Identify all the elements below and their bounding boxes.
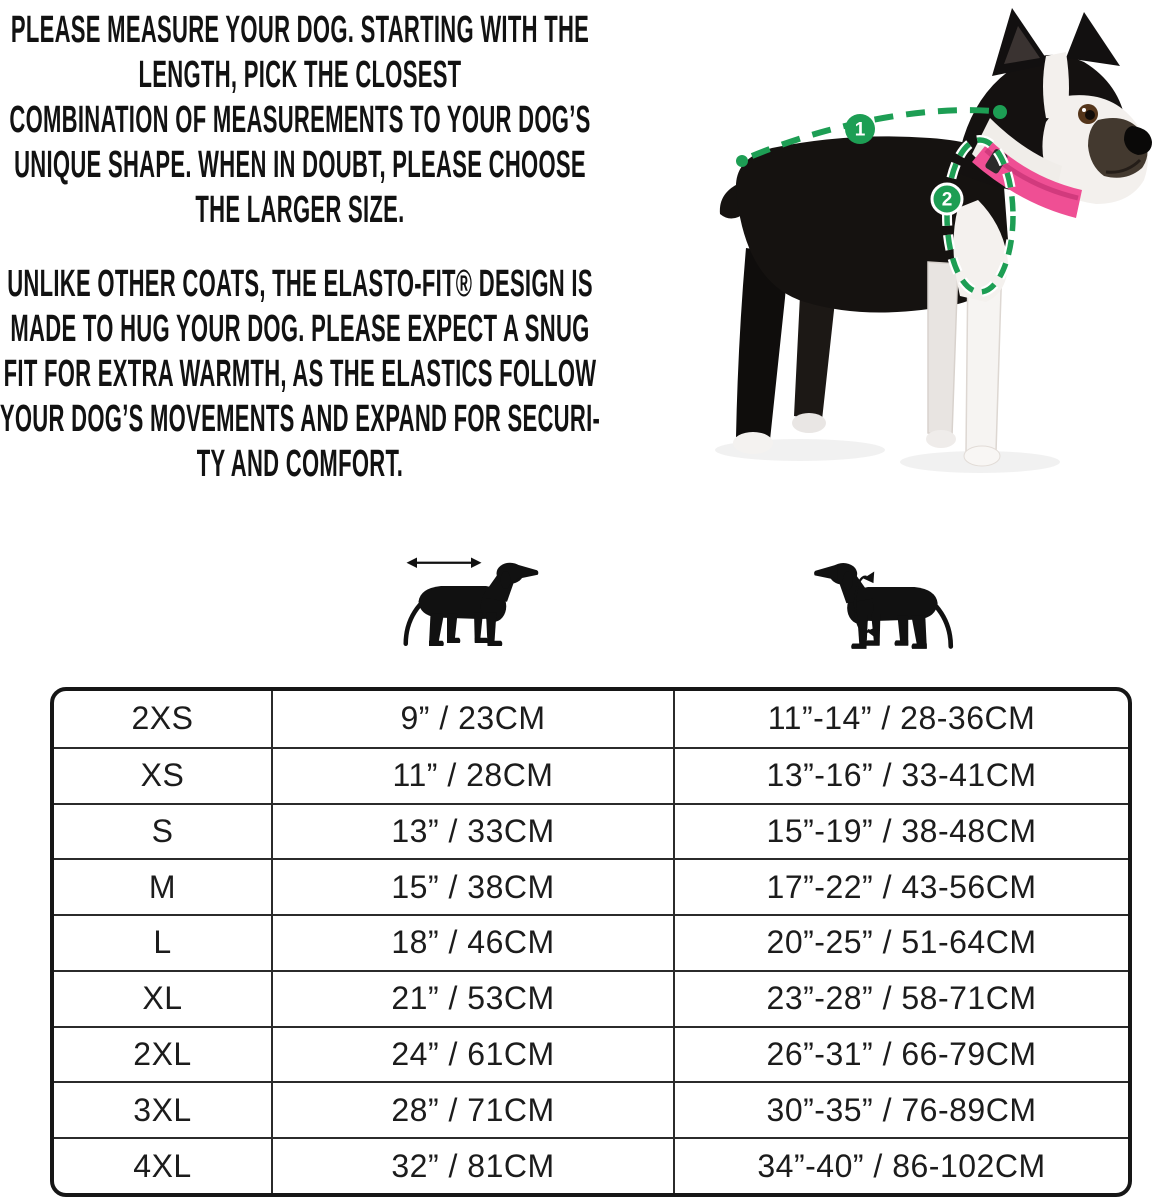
size-cell: 2XL	[54, 1026, 271, 1082]
girth-cell: 17”-22” / 43-56CM	[673, 858, 1128, 914]
girth-column-icon	[806, 546, 961, 662]
length-arrow-icon	[407, 558, 482, 569]
length-cell: 9” / 23CM	[271, 691, 673, 747]
girth-cell: 11”-14” / 28-36CM	[673, 691, 1128, 747]
dog-paw	[792, 413, 826, 433]
line-end-dot	[993, 105, 1007, 119]
length-cell: 28” / 71CM	[271, 1081, 673, 1137]
instruction-line: TY AND COMFORT.	[196, 443, 404, 485]
boston-terrier	[720, 8, 1152, 466]
length-cell: 21” / 53CM	[271, 970, 673, 1026]
size-cell: L	[54, 914, 271, 970]
instruction-line: FIT FOR EXTRA WARMTH, AS THE ELASTICS FOLLOW	[3, 353, 597, 395]
girth-cell: 30”-35” / 76-89CM	[673, 1081, 1128, 1137]
instruction-line: THE LARGER SIZE.	[195, 189, 405, 231]
length-cell: 15” / 38CM	[271, 858, 673, 914]
size-cell: 4XL	[54, 1137, 271, 1193]
girth-cell: 26”-31” / 66-79CM	[673, 1026, 1128, 1082]
instruction-line: UNIQUE SHAPE. WHEN IN DOUBT, PLEASE CHOOSE	[14, 144, 586, 186]
measured-dog-photo	[690, 0, 1156, 480]
dog-pupil	[1085, 110, 1095, 120]
size-chart-table	[50, 687, 1132, 1197]
dog-paw	[733, 432, 773, 454]
instruction-line: YOUR DOG’S MOVEMENTS AND EXPAND FOR SECURI-	[0, 398, 601, 440]
dog-paw	[964, 446, 1000, 466]
instruction-line: LENGTH, PICK THE CLOSEST	[138, 54, 462, 96]
length-cell: 32” / 81CM	[271, 1137, 673, 1193]
dog-blaze	[1043, 52, 1069, 120]
length-cell: 13” / 33CM	[271, 803, 673, 859]
dog-front-leg	[928, 262, 958, 436]
instruction-line: PLEASE MEASURE YOUR DOG. STARTING WITH THE	[10, 9, 590, 51]
instruction-line: UNLIKE OTHER COATS, THE ELASTO-FIT® DESIGN IS	[7, 263, 593, 305]
girth-cell: 20”-25” / 51-64CM	[673, 914, 1128, 970]
size-cell: S	[54, 803, 271, 859]
eye-glint	[1082, 108, 1086, 112]
length-cell: 11” / 28CM	[271, 747, 673, 803]
dog-silhouette-mirrored	[814, 563, 951, 649]
girth-cell: 23”-28” / 58-71CM	[673, 970, 1128, 1026]
size-cell: XS	[54, 747, 271, 803]
dog-ear	[1066, 12, 1120, 66]
instruction-line: MADE TO HUG YOUR DOG. PLEASE EXPECT A SNUG	[10, 308, 590, 350]
size-cell: 2XS	[131, 700, 194, 737]
length-column-icon	[396, 546, 546, 659]
size-cell: XL	[54, 970, 271, 1026]
dog-silhouette	[406, 563, 539, 646]
girth-cell: 15”-19” / 38-48CM	[673, 803, 1128, 859]
girth-badge-number: 2	[941, 189, 953, 211]
elasto-fit-note	[0, 262, 605, 487]
girth-cell: 13”-16” / 33-41CM	[673, 747, 1128, 803]
girth-cell: 34”-40” / 86-102CM	[673, 1137, 1128, 1193]
length-cell: 18” / 46CM	[271, 914, 673, 970]
dog-paw	[926, 430, 956, 448]
instruction-line: COMBINATION OF MEASUREMENTS TO YOUR DOG’S	[9, 99, 591, 141]
length-cell: 24” / 61CM	[271, 1026, 673, 1082]
size-cell: M	[54, 858, 271, 914]
size-cell: 3XL	[54, 1081, 271, 1137]
line-end-dot	[736, 155, 748, 167]
measuring-instructions	[0, 8, 605, 233]
length-badge-number: 1	[854, 119, 866, 141]
